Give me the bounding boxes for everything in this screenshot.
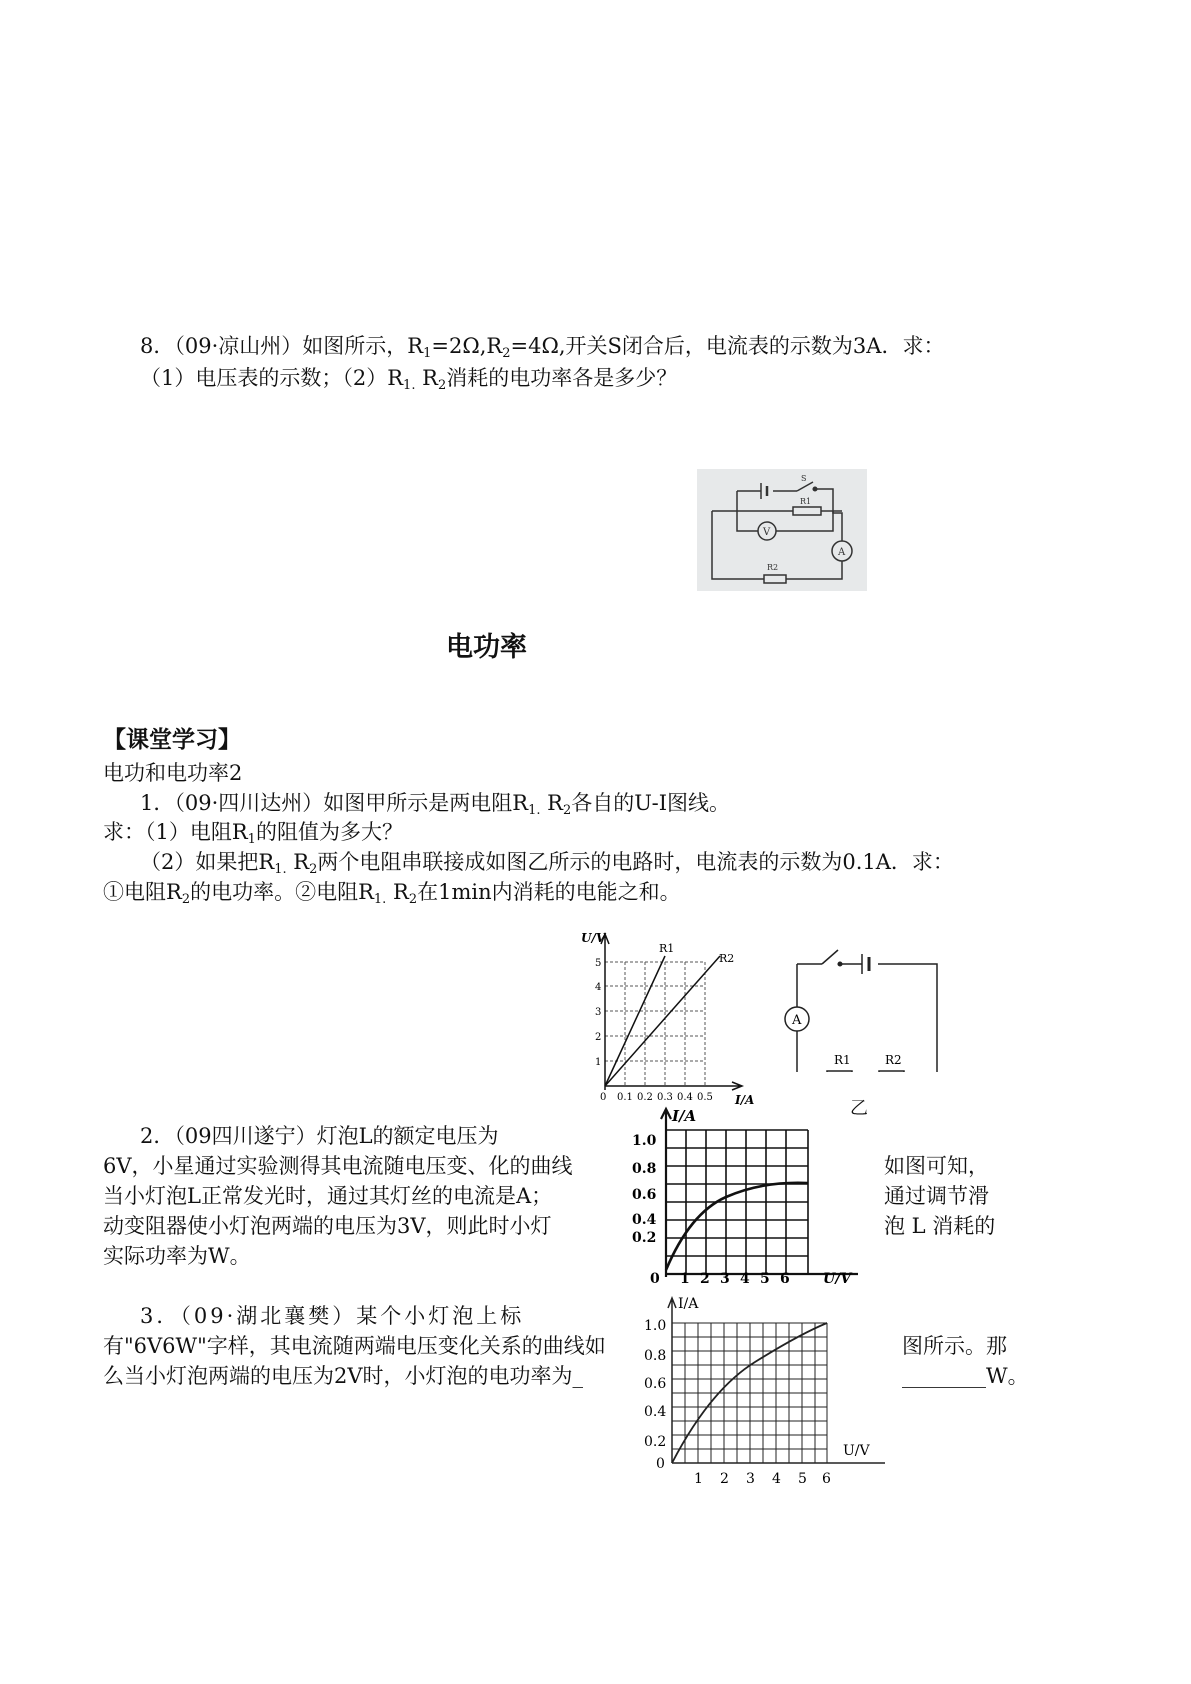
xtick: 5 — [798, 1471, 807, 1487]
q2-line-4: 动变阻器使小灯泡两端的电压为3V，则此时小灯 — [103, 1214, 552, 1238]
q8-text: （1）电压表的示数；（2）R — [140, 366, 404, 390]
q1-text: 求：（1）电阻R — [103, 820, 248, 844]
xtick: 0.4 — [677, 1092, 693, 1103]
q3-iu-graph — [640, 1290, 890, 1490]
ytick: 0.8 — [644, 1348, 667, 1364]
xlabel: U/V — [843, 1443, 870, 1459]
q3-right-2: ________W。 — [902, 1364, 1029, 1388]
voltmeter-symbol: V — [763, 527, 771, 538]
q1-line-3 — [140, 852, 954, 876]
q1-text: 的阻值为多大？ — [255, 820, 403, 844]
q1-sub: 1. — [373, 892, 387, 907]
q1-sub: 1. — [528, 803, 541, 818]
ytick: 1.0 — [644, 1318, 667, 1334]
r2-label: R2 — [767, 563, 779, 572]
ytick: 0.4 — [632, 1212, 657, 1228]
q1-sub: 1 — [247, 832, 256, 847]
r1-label: R1 — [834, 1053, 851, 1067]
ytick: 0.8 — [632, 1161, 657, 1177]
q1-sub: 2 — [181, 892, 191, 907]
page-title: 电功率 — [446, 632, 527, 663]
q8-circuit-diagram — [697, 469, 867, 591]
q2-line-1: 2．（09四川遂宁）灯泡L的额定电压为 — [140, 1124, 499, 1148]
q8-sub: 1 — [423, 346, 432, 361]
ytick: 4 — [595, 982, 602, 993]
q8-sub: 2 — [502, 346, 511, 361]
ammeter-symbol: A — [838, 547, 846, 558]
xtick: 6 — [822, 1471, 831, 1487]
subsection-heading: 电功和电功率2 — [103, 761, 243, 785]
q1-line-1 — [140, 793, 730, 817]
q2-line-3: 当小灯泡L正常发光时，通过其灯丝的电流是A； — [103, 1184, 553, 1208]
xtick: 5 — [760, 1271, 770, 1285]
q8-text: 8．（09·凉山州）如图所示，R — [140, 334, 424, 358]
switch-label: S — [801, 474, 807, 483]
q1-sub: 1. — [274, 862, 287, 877]
ammeter-symbol: A — [792, 1013, 802, 1028]
section-heading: 【课堂学习】 — [103, 727, 241, 753]
q3-line-3: 么当小灯泡两端的电压为2V时，小灯泡的电功率为_ — [103, 1364, 584, 1388]
ytick: 0.4 — [644, 1404, 667, 1420]
r2-label: R2 — [885, 1053, 902, 1067]
ytick: 1.0 — [632, 1133, 657, 1149]
q1-sub: 2 — [408, 892, 418, 907]
q8-text: R — [415, 366, 438, 390]
q3-line-1: 3．（09·湖北襄樊）某个小灯泡上标 — [140, 1304, 525, 1328]
series-r1-label: R1 — [659, 942, 675, 955]
xlabel: I/A — [735, 1093, 755, 1106]
q1-text: （2）如果把R — [140, 850, 275, 874]
q8-line-1 — [140, 336, 944, 360]
q1-text: 在1min内消耗的电能之和。 — [417, 880, 681, 904]
q2-right-1: 如图可知， — [884, 1154, 989, 1178]
q1-text: R — [386, 880, 409, 904]
q1-text: 1．（09·四川达州）如图甲所示是两电阻R — [140, 791, 529, 815]
q1-text: 各自的U-I图线。 — [571, 791, 730, 815]
xtick: 1 — [694, 1471, 703, 1487]
xtick: 4 — [772, 1471, 781, 1487]
q1-line-2 — [103, 822, 403, 846]
xtick: 2 — [720, 1471, 729, 1487]
ytick: 0.2 — [632, 1230, 657, 1246]
q2-right-2: 通过调节滑 — [884, 1184, 989, 1208]
ytick: 0.2 — [644, 1434, 667, 1450]
q2-line-5: 实际功率为W。 — [103, 1244, 251, 1268]
q1-text: ①电阻R — [103, 880, 182, 904]
xtick: 4 — [740, 1271, 750, 1285]
q8-text: 消耗的电功率各是多少？ — [446, 366, 678, 390]
q1-line-4 — [103, 882, 681, 906]
q8-sub: 2 — [437, 378, 447, 393]
q3-line-2: 有"6V6W"字样，其电流随两端电压变化关系的曲线如 — [103, 1334, 606, 1358]
xtick: 0 — [600, 1092, 607, 1103]
xtick: 0.1 — [617, 1092, 633, 1103]
ytick: 0.6 — [632, 1187, 657, 1203]
xtick: 3 — [720, 1271, 730, 1285]
q1-text: R — [286, 850, 310, 874]
xtick: 0.5 — [697, 1092, 713, 1103]
q2-line-2: 6V，小星通过实验测得其电流随电压变、化的曲线 — [103, 1154, 573, 1178]
q1-sub: 2 — [562, 803, 572, 818]
xtick: 0 — [650, 1271, 660, 1285]
xtick: 0.3 — [657, 1092, 673, 1103]
ylabel: I/A — [672, 1107, 697, 1125]
q2-right-3: 泡 L 消耗的 — [884, 1214, 996, 1238]
q3-right-1: 图所示。那 — [902, 1334, 1007, 1358]
xtick: 2 — [700, 1271, 710, 1285]
q8-line-2 — [140, 368, 677, 392]
q1-ui-graph — [575, 928, 760, 1106]
ytick: 5 — [595, 958, 602, 969]
ytick: 3 — [595, 1007, 602, 1018]
ytick: 2 — [595, 1032, 602, 1043]
q2-iu-graph — [628, 1105, 868, 1285]
series-r2-label: R2 — [719, 952, 735, 965]
xtick: 1 — [680, 1271, 690, 1285]
ytick: 0.6 — [644, 1376, 667, 1392]
ytick: 1 — [595, 1057, 602, 1068]
q8-text: =2Ω,R — [431, 334, 503, 358]
xtick: 3 — [746, 1471, 755, 1487]
ylabel: I/A — [678, 1296, 699, 1312]
ytick: 0 — [656, 1456, 665, 1472]
q8-text: =4Ω,开关S闭合后，电流表的示数为3A．求： — [510, 334, 945, 358]
q1-text: 两个电阻串联接成如图乙所示的电路时，电流表的示数为0.1A．求： — [317, 850, 954, 874]
xtick: 6 — [780, 1271, 790, 1285]
q1-text: R — [540, 791, 563, 815]
q1-text: 的电功率。②电阻R — [190, 880, 374, 904]
xlabel: U/V — [823, 1271, 852, 1285]
xtick: 0.2 — [637, 1092, 653, 1103]
r1-label: R1 — [800, 497, 812, 506]
circuit-caption: 乙 — [850, 1098, 868, 1119]
q8-sub: 1. — [403, 378, 416, 393]
ylabel: U/V — [581, 931, 606, 945]
q1-sub: 2 — [309, 862, 318, 877]
q1-circuit-diagram — [782, 942, 947, 1072]
